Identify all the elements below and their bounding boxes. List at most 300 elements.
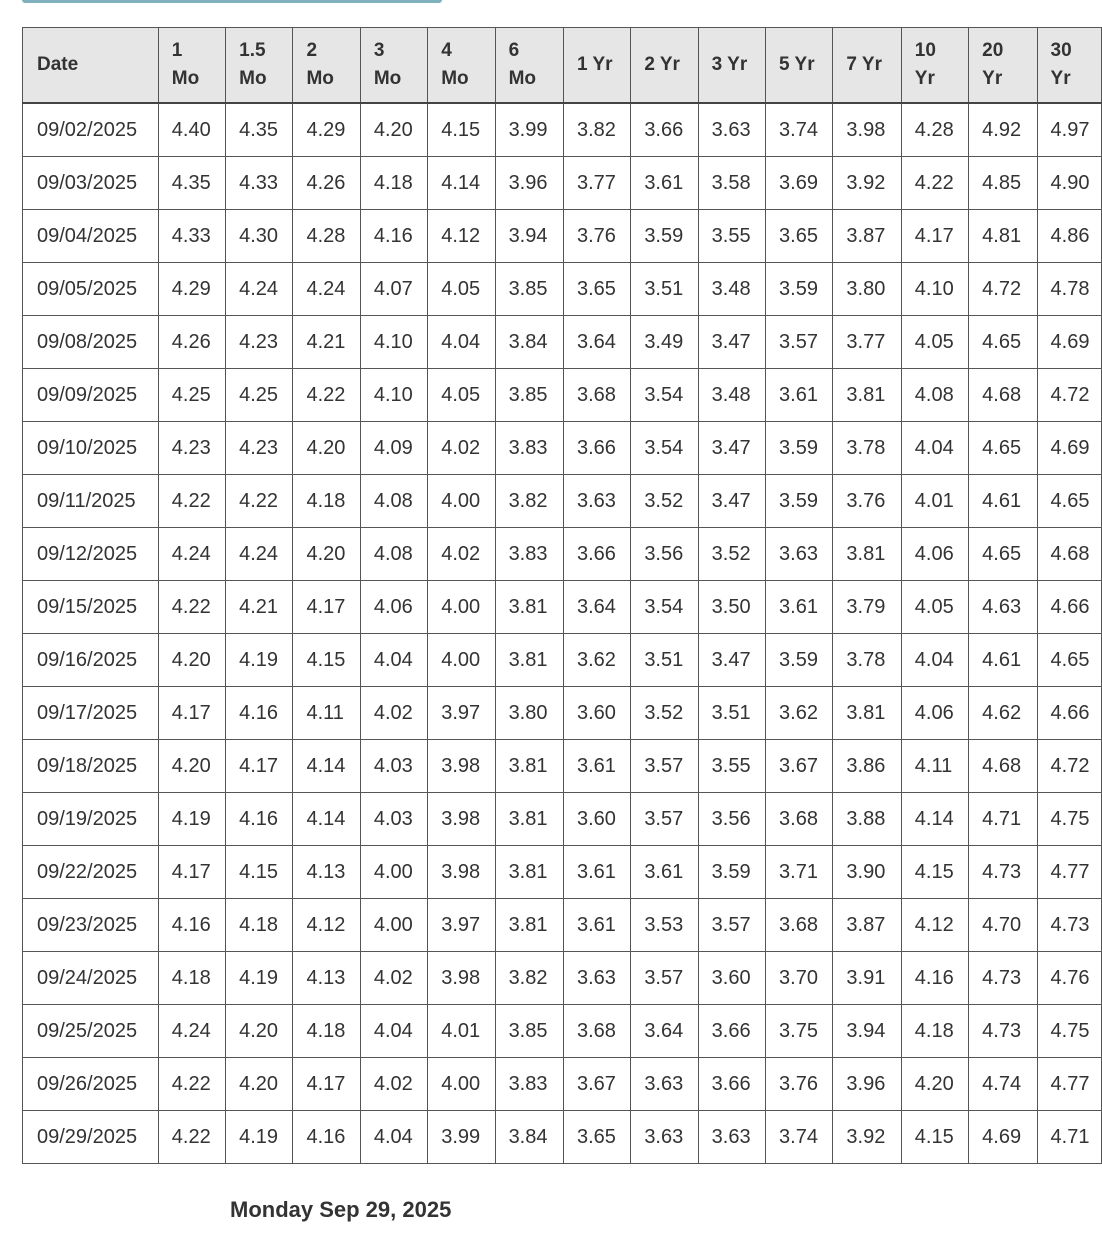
- column-header-6mo: [495, 28, 563, 104]
- yield-cell-10yr: 4.05: [901, 316, 968, 369]
- yield-cell-1_5mo: 4.30: [226, 210, 293, 263]
- yield-cell-1_5mo: 4.16: [226, 793, 293, 846]
- yield-cell-6mo: 3.85: [495, 263, 563, 316]
- yield-cell-1yr: 3.68: [563, 1005, 630, 1058]
- yield-cell-6mo: 3.99: [495, 103, 563, 157]
- yield-cell-5yr: 3.71: [766, 846, 833, 899]
- yield-cell-5yr: 3.69: [766, 157, 833, 210]
- yield-cell-30yr: 4.72: [1037, 740, 1101, 793]
- yield-cell-2mo: 4.13: [293, 952, 360, 1005]
- yield-cell-10yr: 4.22: [901, 157, 968, 210]
- yield-cell-5yr: 3.61: [766, 369, 833, 422]
- yield-cell-1_5mo: 4.19: [226, 952, 293, 1005]
- yield-cell-6mo: 3.84: [495, 1111, 563, 1164]
- column-header-text: 3: [373, 40, 385, 61]
- yield-cell-1yr: 3.61: [563, 846, 630, 899]
- date-cell: 09/08/2025: [23, 316, 159, 369]
- yield-cell-2mo: 4.14: [293, 793, 360, 846]
- yield-cell-5yr: 3.63: [766, 528, 833, 581]
- yield-cell-1_5mo: 4.19: [226, 634, 293, 687]
- yield-cell-7yr: 3.81: [833, 369, 901, 422]
- yield-cell-20yr: 4.74: [969, 1058, 1037, 1111]
- yield-cell-2mo: 4.18: [293, 1005, 360, 1058]
- yield-cell-1_5mo: 4.20: [226, 1058, 293, 1111]
- column-header-text: 1: [171, 40, 183, 61]
- column-header-1mo: [158, 28, 225, 104]
- yield-cell-1mo: 4.33: [158, 210, 225, 263]
- table-row: [23, 899, 1102, 952]
- yield-cell-30yr: 4.68: [1037, 528, 1101, 581]
- yield-cell-3mo: 4.10: [360, 369, 427, 422]
- yield-cell-2yr: 3.64: [631, 1005, 698, 1058]
- yield-cell-4mo: 4.04: [428, 316, 495, 369]
- table-row: [23, 157, 1102, 210]
- yield-cell-10yr: 4.11: [901, 740, 968, 793]
- yield-cell-30yr: 4.73: [1037, 899, 1101, 952]
- yield-cell-4mo: 3.97: [428, 687, 495, 740]
- yield-cell-3mo: 4.02: [360, 952, 427, 1005]
- yield-cell-7yr: 3.91: [833, 952, 901, 1005]
- date-cell: 09/22/2025: [23, 846, 159, 899]
- table-row: [23, 422, 1102, 475]
- yield-cell-1_5mo: 4.22: [226, 475, 293, 528]
- yield-cell-1yr: 3.65: [563, 1111, 630, 1164]
- yield-cell-1_5mo: 4.23: [226, 316, 293, 369]
- yield-cell-5yr: 3.74: [766, 103, 833, 157]
- yield-cell-10yr: 4.18: [901, 1005, 968, 1058]
- yield-cell-7yr: 3.80: [833, 263, 901, 316]
- yield-cell-1mo: 4.16: [158, 899, 225, 952]
- yield-cell-1mo: 4.20: [158, 634, 225, 687]
- column-header-3yr: [698, 28, 765, 104]
- yield-cell-2yr: 3.51: [631, 634, 698, 687]
- yield-cell-1mo: 4.26: [158, 316, 225, 369]
- table-row: [23, 1058, 1102, 1111]
- yield-cell-20yr: 4.85: [969, 157, 1037, 210]
- table-header-row: [23, 28, 1102, 104]
- column-header-10yr: [901, 28, 968, 104]
- yield-cell-3mo: 4.04: [360, 634, 427, 687]
- yield-cell-6mo: 3.81: [495, 740, 563, 793]
- yield-cell-7yr: 3.90: [833, 846, 901, 899]
- date-cell: 09/16/2025: [23, 634, 159, 687]
- yield-cell-3yr: 3.63: [698, 103, 765, 157]
- date-cell: 09/15/2025: [23, 581, 159, 634]
- table-row: [23, 528, 1102, 581]
- yield-cell-1_5mo: 4.33: [226, 157, 293, 210]
- yield-cell-3yr: 3.48: [698, 263, 765, 316]
- yield-cell-7yr: 3.98: [833, 103, 901, 157]
- yield-cell-30yr: 4.90: [1037, 157, 1101, 210]
- yield-table-container: [22, 27, 1090, 1164]
- yield-cell-10yr: 4.28: [901, 103, 968, 157]
- yield-cell-1_5mo: 4.15: [226, 846, 293, 899]
- column-header-text: 5 Yr: [779, 54, 815, 75]
- yield-cell-7yr: 3.81: [833, 528, 901, 581]
- yield-cell-3mo: 4.03: [360, 740, 427, 793]
- yield-cell-3mo: 4.10: [360, 316, 427, 369]
- column-header-text: Mo: [306, 68, 334, 89]
- yield-cell-1yr: 3.63: [563, 952, 630, 1005]
- yield-cell-10yr: 4.06: [901, 687, 968, 740]
- date-cell: 09/03/2025: [23, 157, 159, 210]
- yield-cell-10yr: 4.06: [901, 528, 968, 581]
- yield-cell-5yr: 3.75: [766, 1005, 833, 1058]
- yield-cell-1mo: 4.22: [158, 581, 225, 634]
- date-cell: 09/10/2025: [23, 422, 159, 475]
- table-row: [23, 210, 1102, 263]
- yield-cell-2yr: 3.56: [631, 528, 698, 581]
- yield-cell-30yr: 4.66: [1037, 581, 1101, 634]
- yield-cell-10yr: 4.04: [901, 422, 968, 475]
- yield-cell-7yr: 3.79: [833, 581, 901, 634]
- yield-cell-3mo: 4.04: [360, 1005, 427, 1058]
- yield-cell-3yr: 3.47: [698, 634, 765, 687]
- yield-cell-1_5mo: 4.17: [226, 740, 293, 793]
- yield-cell-5yr: 3.59: [766, 475, 833, 528]
- yield-cell-1_5mo: 4.23: [226, 422, 293, 475]
- yield-cell-2yr: 3.51: [631, 263, 698, 316]
- yield-cell-3yr: 3.47: [698, 475, 765, 528]
- yield-cell-4mo: 4.15: [428, 103, 495, 157]
- yield-cell-2mo: 4.24: [293, 263, 360, 316]
- yield-cell-5yr: 3.65: [766, 210, 833, 263]
- yield-cell-2mo: 4.20: [293, 528, 360, 581]
- yield-cell-4mo: 3.98: [428, 846, 495, 899]
- date-cell: 09/04/2025: [23, 210, 159, 263]
- yield-cell-1_5mo: 4.35: [226, 103, 293, 157]
- yield-cell-10yr: 4.20: [901, 1058, 968, 1111]
- yield-cell-3yr: 3.48: [698, 369, 765, 422]
- column-header-1yr: [563, 28, 630, 104]
- yield-cell-1_5mo: 4.16: [226, 687, 293, 740]
- yield-cell-30yr: 4.77: [1037, 1058, 1101, 1111]
- yield-cell-1_5mo: 4.19: [226, 1111, 293, 1164]
- column-header-text: 20: [982, 40, 1004, 61]
- yield-cell-10yr: 4.15: [901, 846, 968, 899]
- yield-cell-7yr: 3.77: [833, 316, 901, 369]
- yield-cell-4mo: 4.00: [428, 475, 495, 528]
- yield-cell-7yr: 3.88: [833, 793, 901, 846]
- yield-cell-5yr: 3.76: [766, 1058, 833, 1111]
- column-header-text: 30: [1050, 40, 1072, 61]
- yield-cell-7yr: 3.87: [833, 899, 901, 952]
- yield-cell-1yr: 3.67: [563, 1058, 630, 1111]
- column-header-1_5mo: [226, 28, 293, 104]
- yield-cell-4mo: 4.00: [428, 634, 495, 687]
- yield-cell-20yr: 4.65: [969, 422, 1037, 475]
- yield-cell-2yr: 3.54: [631, 369, 698, 422]
- column-header-text: Mo: [508, 68, 536, 89]
- yield-cell-20yr: 4.73: [969, 846, 1037, 899]
- yield-cell-6mo: 3.85: [495, 1005, 563, 1058]
- yield-cell-30yr: 4.65: [1037, 475, 1101, 528]
- yield-cell-10yr: 4.05: [901, 581, 968, 634]
- yield-cell-1mo: 4.20: [158, 740, 225, 793]
- yield-cell-6mo: 3.81: [495, 846, 563, 899]
- yield-cell-7yr: 3.87: [833, 210, 901, 263]
- yield-cell-1mo: 4.25: [158, 369, 225, 422]
- yield-cell-1yr: 3.76: [563, 210, 630, 263]
- yield-cell-3mo: 4.02: [360, 687, 427, 740]
- column-header-5yr: [766, 28, 833, 104]
- table-row: [23, 1005, 1102, 1058]
- yield-cell-2yr: 3.54: [631, 422, 698, 475]
- yield-cell-20yr: 4.73: [969, 952, 1037, 1005]
- date-cell: 09/18/2025: [23, 740, 159, 793]
- yield-cell-3yr: 3.55: [698, 740, 765, 793]
- yield-cell-1yr: 3.64: [563, 581, 630, 634]
- yield-cell-5yr: 3.59: [766, 634, 833, 687]
- yield-cell-2yr: 3.61: [631, 157, 698, 210]
- yield-cell-7yr: 3.92: [833, 157, 901, 210]
- yield-cell-3mo: 4.20: [360, 103, 427, 157]
- yield-cell-20yr: 4.68: [969, 740, 1037, 793]
- yield-cell-20yr: 4.92: [969, 103, 1037, 157]
- column-header-20yr: [969, 28, 1037, 104]
- yield-cell-3mo: 4.09: [360, 422, 427, 475]
- column-header-text: Mo: [171, 68, 200, 89]
- yield-cell-1yr: 3.65: [563, 263, 630, 316]
- yield-cell-6mo: 3.84: [495, 316, 563, 369]
- yield-cell-2yr: 3.49: [631, 316, 698, 369]
- yield-cell-4mo: 3.98: [428, 952, 495, 1005]
- date-cell: 09/23/2025: [23, 899, 159, 952]
- yield-cell-3yr: 3.59: [698, 846, 765, 899]
- yield-cell-2mo: 4.13: [293, 846, 360, 899]
- table-row: [23, 581, 1102, 634]
- table-row: [23, 793, 1102, 846]
- footer-date-label: Monday Sep 29, 2025: [230, 1197, 452, 1222]
- yield-cell-10yr: 4.17: [901, 210, 968, 263]
- yield-cell-3yr: 3.58: [698, 157, 765, 210]
- yield-cell-2yr: 3.57: [631, 952, 698, 1005]
- yield-cell-20yr: 4.70: [969, 899, 1037, 952]
- yield-cell-3yr: 3.52: [698, 528, 765, 581]
- date-cell: 09/11/2025: [23, 475, 159, 528]
- yield-cell-6mo: 3.80: [495, 687, 563, 740]
- yield-cell-30yr: 4.65: [1037, 634, 1101, 687]
- yield-cell-10yr: 4.14: [901, 793, 968, 846]
- yield-cell-5yr: 3.61: [766, 581, 833, 634]
- yield-cell-5yr: 3.68: [766, 793, 833, 846]
- yield-cell-6mo: 3.83: [495, 528, 563, 581]
- yield-cell-2yr: 3.59: [631, 210, 698, 263]
- yield-cell-1mo: 4.29: [158, 263, 225, 316]
- yield-cell-1mo: 4.35: [158, 157, 225, 210]
- date-cell: 09/25/2025: [23, 1005, 159, 1058]
- yield-cell-5yr: 3.74: [766, 1111, 833, 1164]
- yield-cell-3mo: 4.08: [360, 528, 427, 581]
- yield-cell-3mo: 4.06: [360, 581, 427, 634]
- yield-cell-2yr: 3.61: [631, 846, 698, 899]
- yield-cell-3yr: 3.63: [698, 1111, 765, 1164]
- yield-cell-3mo: 4.04: [360, 1111, 427, 1164]
- yield-cell-20yr: 4.73: [969, 1005, 1037, 1058]
- yield-cell-1mo: 4.40: [158, 103, 225, 157]
- yield-cell-30yr: 4.86: [1037, 210, 1101, 263]
- yield-cell-2yr: 3.57: [631, 740, 698, 793]
- table-row: [23, 263, 1102, 316]
- table-row: [23, 475, 1102, 528]
- yield-cell-3yr: 3.66: [698, 1005, 765, 1058]
- yield-cell-6mo: 3.85: [495, 369, 563, 422]
- yield-cell-2mo: 4.15: [293, 634, 360, 687]
- yield-cell-3mo: 4.16: [360, 210, 427, 263]
- column-header-text: 4: [441, 40, 452, 61]
- yield-cell-4mo: 3.98: [428, 793, 495, 846]
- yield-cell-4mo: 4.12: [428, 210, 495, 263]
- yield-cell-3mo: 4.00: [360, 846, 427, 899]
- date-cell: 09/19/2025: [23, 793, 159, 846]
- yield-cell-1yr: 3.61: [563, 740, 630, 793]
- yield-cell-5yr: 3.67: [766, 740, 833, 793]
- column-header-2yr: [631, 28, 698, 104]
- column-header-7yr: [833, 28, 901, 104]
- yield-cell-2yr: 3.52: [631, 475, 698, 528]
- yield-cell-2mo: 4.26: [293, 157, 360, 210]
- column-header-text: Yr: [982, 68, 1003, 89]
- yield-cell-2mo: 4.21: [293, 316, 360, 369]
- yield-cell-1mo: 4.18: [158, 952, 225, 1005]
- yield-cell-2mo: 4.17: [293, 1058, 360, 1111]
- yield-cell-7yr: 3.78: [833, 634, 901, 687]
- yield-cell-2mo: 4.29: [293, 103, 360, 157]
- column-header-text: 2 Yr: [644, 54, 680, 75]
- yield-cell-1mo: 4.22: [158, 475, 225, 528]
- yield-cell-6mo: 3.83: [495, 422, 563, 475]
- yield-cell-30yr: 4.97: [1037, 103, 1101, 157]
- column-header-4mo: [428, 28, 495, 104]
- column-header-text: Mo: [239, 68, 267, 89]
- yield-cell-2mo: 4.20: [293, 422, 360, 475]
- yield-cell-1mo: 4.17: [158, 687, 225, 740]
- yield-cell-5yr: 3.59: [766, 422, 833, 475]
- yield-cell-5yr: 3.59: [766, 263, 833, 316]
- yield-cell-3yr: 3.50: [698, 581, 765, 634]
- column-header-text: 1 Yr: [576, 54, 613, 75]
- yield-cell-4mo: 3.99: [428, 1111, 495, 1164]
- yield-cell-3mo: 4.00: [360, 899, 427, 952]
- yield-cell-10yr: 4.16: [901, 952, 968, 1005]
- yield-cell-2yr: 3.63: [631, 1058, 698, 1111]
- column-header-text: Yr: [914, 68, 935, 89]
- yield-cell-2mo: 4.17: [293, 581, 360, 634]
- top-accent-bar: [22, 0, 442, 3]
- yield-cell-1mo: 4.24: [158, 528, 225, 581]
- table-body: [23, 103, 1102, 1164]
- yield-cell-2yr: 3.54: [631, 581, 698, 634]
- yield-cell-4mo: 4.02: [428, 422, 495, 475]
- yield-cell-30yr: 4.66: [1037, 687, 1101, 740]
- yield-cell-2mo: 4.22: [293, 369, 360, 422]
- yield-cell-4mo: 4.05: [428, 263, 495, 316]
- column-header-text: Mo: [373, 68, 402, 89]
- yield-cell-1yr: 3.82: [563, 103, 630, 157]
- yield-cell-6mo: 3.82: [495, 475, 563, 528]
- yield-cell-2yr: 3.66: [631, 103, 698, 157]
- yield-cell-30yr: 4.78: [1037, 263, 1101, 316]
- yield-cell-4mo: 3.97: [428, 899, 495, 952]
- yield-cell-30yr: 4.69: [1037, 316, 1101, 369]
- yield-cell-6mo: 3.81: [495, 581, 563, 634]
- yield-cell-3yr: 3.60: [698, 952, 765, 1005]
- yield-cell-7yr: 3.94: [833, 1005, 901, 1058]
- yield-cell-20yr: 4.65: [969, 316, 1037, 369]
- yield-cell-1_5mo: 4.20: [226, 1005, 293, 1058]
- yield-cell-3mo: 4.18: [360, 157, 427, 210]
- yield-cell-30yr: 4.76: [1037, 952, 1101, 1005]
- yield-cell-2yr: 3.63: [631, 1111, 698, 1164]
- yield-cell-4mo: 4.02: [428, 528, 495, 581]
- yield-cell-3mo: 4.07: [360, 263, 427, 316]
- yield-cell-1_5mo: 4.25: [226, 369, 293, 422]
- yield-cell-5yr: 3.68: [766, 899, 833, 952]
- yield-cell-20yr: 4.61: [969, 634, 1037, 687]
- yield-cell-3yr: 3.57: [698, 899, 765, 952]
- yield-cell-20yr: 4.72: [969, 263, 1037, 316]
- yield-cell-2mo: 4.11: [293, 687, 360, 740]
- date-cell: 09/02/2025: [23, 103, 159, 157]
- table-row: [23, 740, 1102, 793]
- column-header-2mo: [293, 28, 360, 104]
- yield-cell-2yr: 3.53: [631, 899, 698, 952]
- yield-cell-2yr: 3.57: [631, 793, 698, 846]
- yield-cell-10yr: 4.08: [901, 369, 968, 422]
- treasury-yield-table: [22, 27, 1102, 1164]
- yield-cell-30yr: 4.77: [1037, 846, 1101, 899]
- yield-cell-1_5mo: 4.18: [226, 899, 293, 952]
- yield-cell-10yr: 4.10: [901, 263, 968, 316]
- yield-cell-30yr: 4.75: [1037, 1005, 1101, 1058]
- yield-cell-1_5mo: 4.24: [226, 528, 293, 581]
- yield-cell-4mo: 4.01: [428, 1005, 495, 1058]
- yield-cell-5yr: 3.57: [766, 316, 833, 369]
- yield-cell-4mo: 4.14: [428, 157, 495, 210]
- column-header-text: 6: [508, 40, 520, 61]
- yield-cell-1yr: 3.62: [563, 634, 630, 687]
- yield-cell-4mo: 4.00: [428, 581, 495, 634]
- yield-cell-3yr: 3.66: [698, 1058, 765, 1111]
- yield-cell-1_5mo: 4.21: [226, 581, 293, 634]
- table-row: [23, 846, 1102, 899]
- yield-cell-10yr: 4.04: [901, 634, 968, 687]
- yield-cell-1mo: 4.22: [158, 1058, 225, 1111]
- yield-cell-1mo: 4.22: [158, 1111, 225, 1164]
- yield-cell-4mo: 3.98: [428, 740, 495, 793]
- yield-cell-7yr: 3.86: [833, 740, 901, 793]
- yield-cell-10yr: 4.15: [901, 1111, 968, 1164]
- yield-cell-3yr: 3.51: [698, 687, 765, 740]
- column-header-text: 2: [306, 40, 318, 61]
- yield-cell-2mo: 4.16: [293, 1111, 360, 1164]
- column-header-30yr: [1037, 28, 1101, 104]
- yield-cell-6mo: 3.81: [495, 634, 563, 687]
- yield-cell-1yr: 3.60: [563, 687, 630, 740]
- yield-cell-5yr: 3.70: [766, 952, 833, 1005]
- yield-cell-5yr: 3.62: [766, 687, 833, 740]
- yield-cell-1yr: 3.66: [563, 422, 630, 475]
- column-header-text: 1.5: [239, 40, 266, 61]
- yield-cell-20yr: 4.62: [969, 687, 1037, 740]
- yield-cell-1yr: 3.64: [563, 316, 630, 369]
- table-row: [23, 952, 1102, 1005]
- yield-cell-3mo: 4.02: [360, 1058, 427, 1111]
- yield-cell-1yr: 3.61: [563, 899, 630, 952]
- yield-cell-7yr: 3.78: [833, 422, 901, 475]
- yield-cell-20yr: 4.63: [969, 581, 1037, 634]
- yield-cell-20yr: 4.69: [969, 1111, 1037, 1164]
